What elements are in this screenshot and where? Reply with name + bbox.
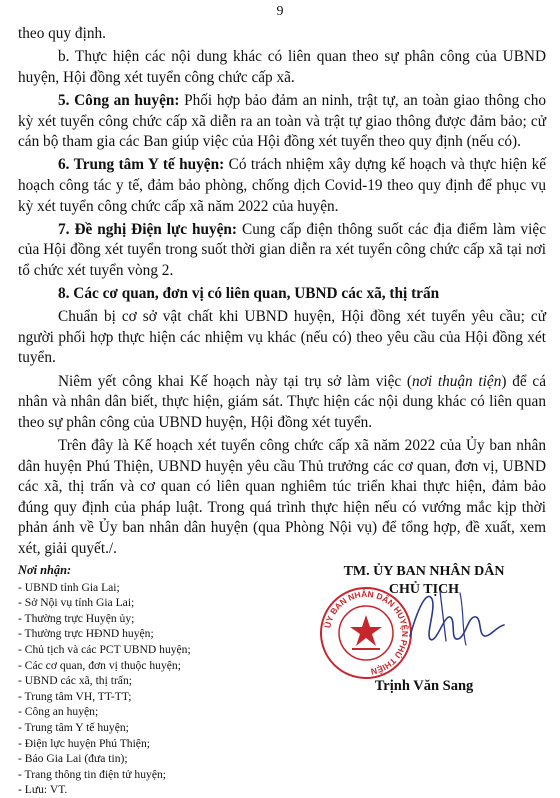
recipient-item: - UBND các xã, thị trấn;	[18, 674, 132, 688]
paragraph	[18, 372, 546, 434]
recipient-item: - Lưu: VT.	[18, 783, 68, 797]
recipient-item: - Trung tâm VH, TT-TT;	[18, 689, 132, 703]
recipients-list	[18, 580, 258, 798]
recipient-item: - Các cơ quan, đơn vị thuộc huyện;	[18, 658, 181, 672]
document-body	[18, 24, 546, 562]
signature-title: CHỦ TỊCH	[388, 582, 460, 597]
signer-name: Trịnh Văn Sang	[374, 678, 474, 694]
paragraph-text: nơi thuận tiện	[412, 372, 502, 390]
recipient-item: - Trang thông tin điện tử huyện;	[18, 767, 166, 781]
page-number: 9	[276, 4, 284, 19]
paragraph	[18, 91, 546, 153]
recipient-item: - Công an huyện;	[18, 705, 99, 719]
paragraph-text: b. Thực hiện các nội dung khác có liên quan theo sự phân công của UBND huyện, Hội đồng xét tuyển công chức cấp xã.	[18, 48, 546, 86]
paragraph-text: 8. Các cơ quan, đơn vị có liên quan, UBND các xã, thị trấn	[58, 285, 440, 303]
paragraph-text: 6. Trung tâm Y tế huyện:	[58, 156, 225, 174]
paragraph-text: 7. Đề nghị Điện lực huyện:	[58, 220, 238, 238]
paragraph-text: Chuẩn bị cơ sở vật chất khi UBND huyện, Hội đồng xét tuyển yêu cầu; cử người phối hợp thực hiện các nhiệm vụ khác (nếu có) theo yêu cầu của Hội đồng xét tuyển.	[18, 308, 546, 367]
paragraph-text: Có trách nhiệm xây dựng kế hoạch và thực hiện kế hoạch công tác y tế, đảm bảo phòng, chống dịch Covid-19 theo quy định để phục vụ kỳ xét tuyển công chức cấp xã năm 2022 của huyện.	[18, 156, 547, 215]
recipient-item: - Trung tâm Y tế huyện;	[18, 720, 129, 734]
paragraph-text: Niêm yết công khai Kế hoạch này tại trụ sở làm việc (	[58, 372, 413, 390]
paragraph	[18, 307, 546, 369]
recipient-item: - Điện lực huyện Phú Thiện;	[18, 736, 150, 750]
recipient-item: - Thường trực HĐND huyện;	[18, 627, 154, 641]
recipient-item: - UBND tỉnh Gia Lai;	[18, 580, 120, 594]
svg-text:ỦY BAN NHÂN DÂN HUYỆN PHÚ THIỆ: ỦY BAN NHÂN DÂN HUYỆN PHÚ THIỆN	[322, 588, 411, 677]
recipients-block	[18, 563, 258, 798]
paragraph-text: Trên đây là Kế hoạch xét tuyển công chức cấp xã năm 2022 của Ủy ban nhân dân huyện Phú Thiện, UBND huyện yêu cầu Thủ trưởng các cơ quan, đơn vị, UBND các xã, thị trấn và cơ quan có liên quan nghiêm túc triển khai thực hiện, đảm bảo đúng quy định của pháp luật. Trong quá trình thực hiện nếu có vướng mắc kịp thời phản ánh về Ủy ban nhân dân huyện (qua Phòng Nội vụ) để tổng hợp, đề xuất, xem xét, giải quyết./.	[18, 437, 546, 557]
paragraph-text: 5. Công an huyện:	[58, 91, 180, 109]
paragraph	[18, 24, 546, 45]
paragraph-text: ) để cá nhân và nhân dân biết, thực hiện, giám sát. Thực hiện các nội dung khác có liên quan theo sự phân công của UBND huyện, Hội đồng xét tuyển.	[18, 372, 547, 431]
handwritten-signature-icon	[400, 581, 510, 661]
paragraph	[18, 47, 546, 88]
recipient-item: - Báo Gia Lai (đưa tin);	[18, 752, 128, 766]
signature-block	[300, 563, 548, 694]
paragraph	[18, 436, 546, 560]
paragraph	[18, 155, 546, 217]
paragraph-text: theo quy định.	[18, 25, 106, 42]
recipient-item: - Sở Nội vụ tỉnh Gia Lai;	[18, 596, 135, 610]
paragraph-text: Cung cấp điện thông suốt các địa điểm làm việc của Hội đồng xét tuyển trong suốt thời gian diễn ra xét tuyển công chức cấp xã tại nơi tổ chức xét tuyển vòng 2.	[18, 220, 547, 279]
recipient-item: - Thường trực Huyện ủy;	[18, 611, 135, 625]
recipients-heading: Nơi nhận:	[18, 563, 72, 577]
signature-org: TM. ỦY BAN NHÂN DÂN	[343, 564, 505, 579]
paragraph	[18, 284, 546, 305]
paragraph-text: Phối hợp bảo đảm an ninh, trật tự, an toàn giao thông cho kỳ xét tuyển công chức cấp xã diễn ra an toàn và trật tự giao thông được đảm bảo; cử cán bộ tham gia các Ban giúp việc của Hội đồng xét tuyển theo quy định (nếu có).	[18, 91, 546, 151]
recipient-item: - Chủ tịch và các PCT UBND huyện;	[18, 642, 191, 656]
paragraph	[18, 220, 546, 282]
